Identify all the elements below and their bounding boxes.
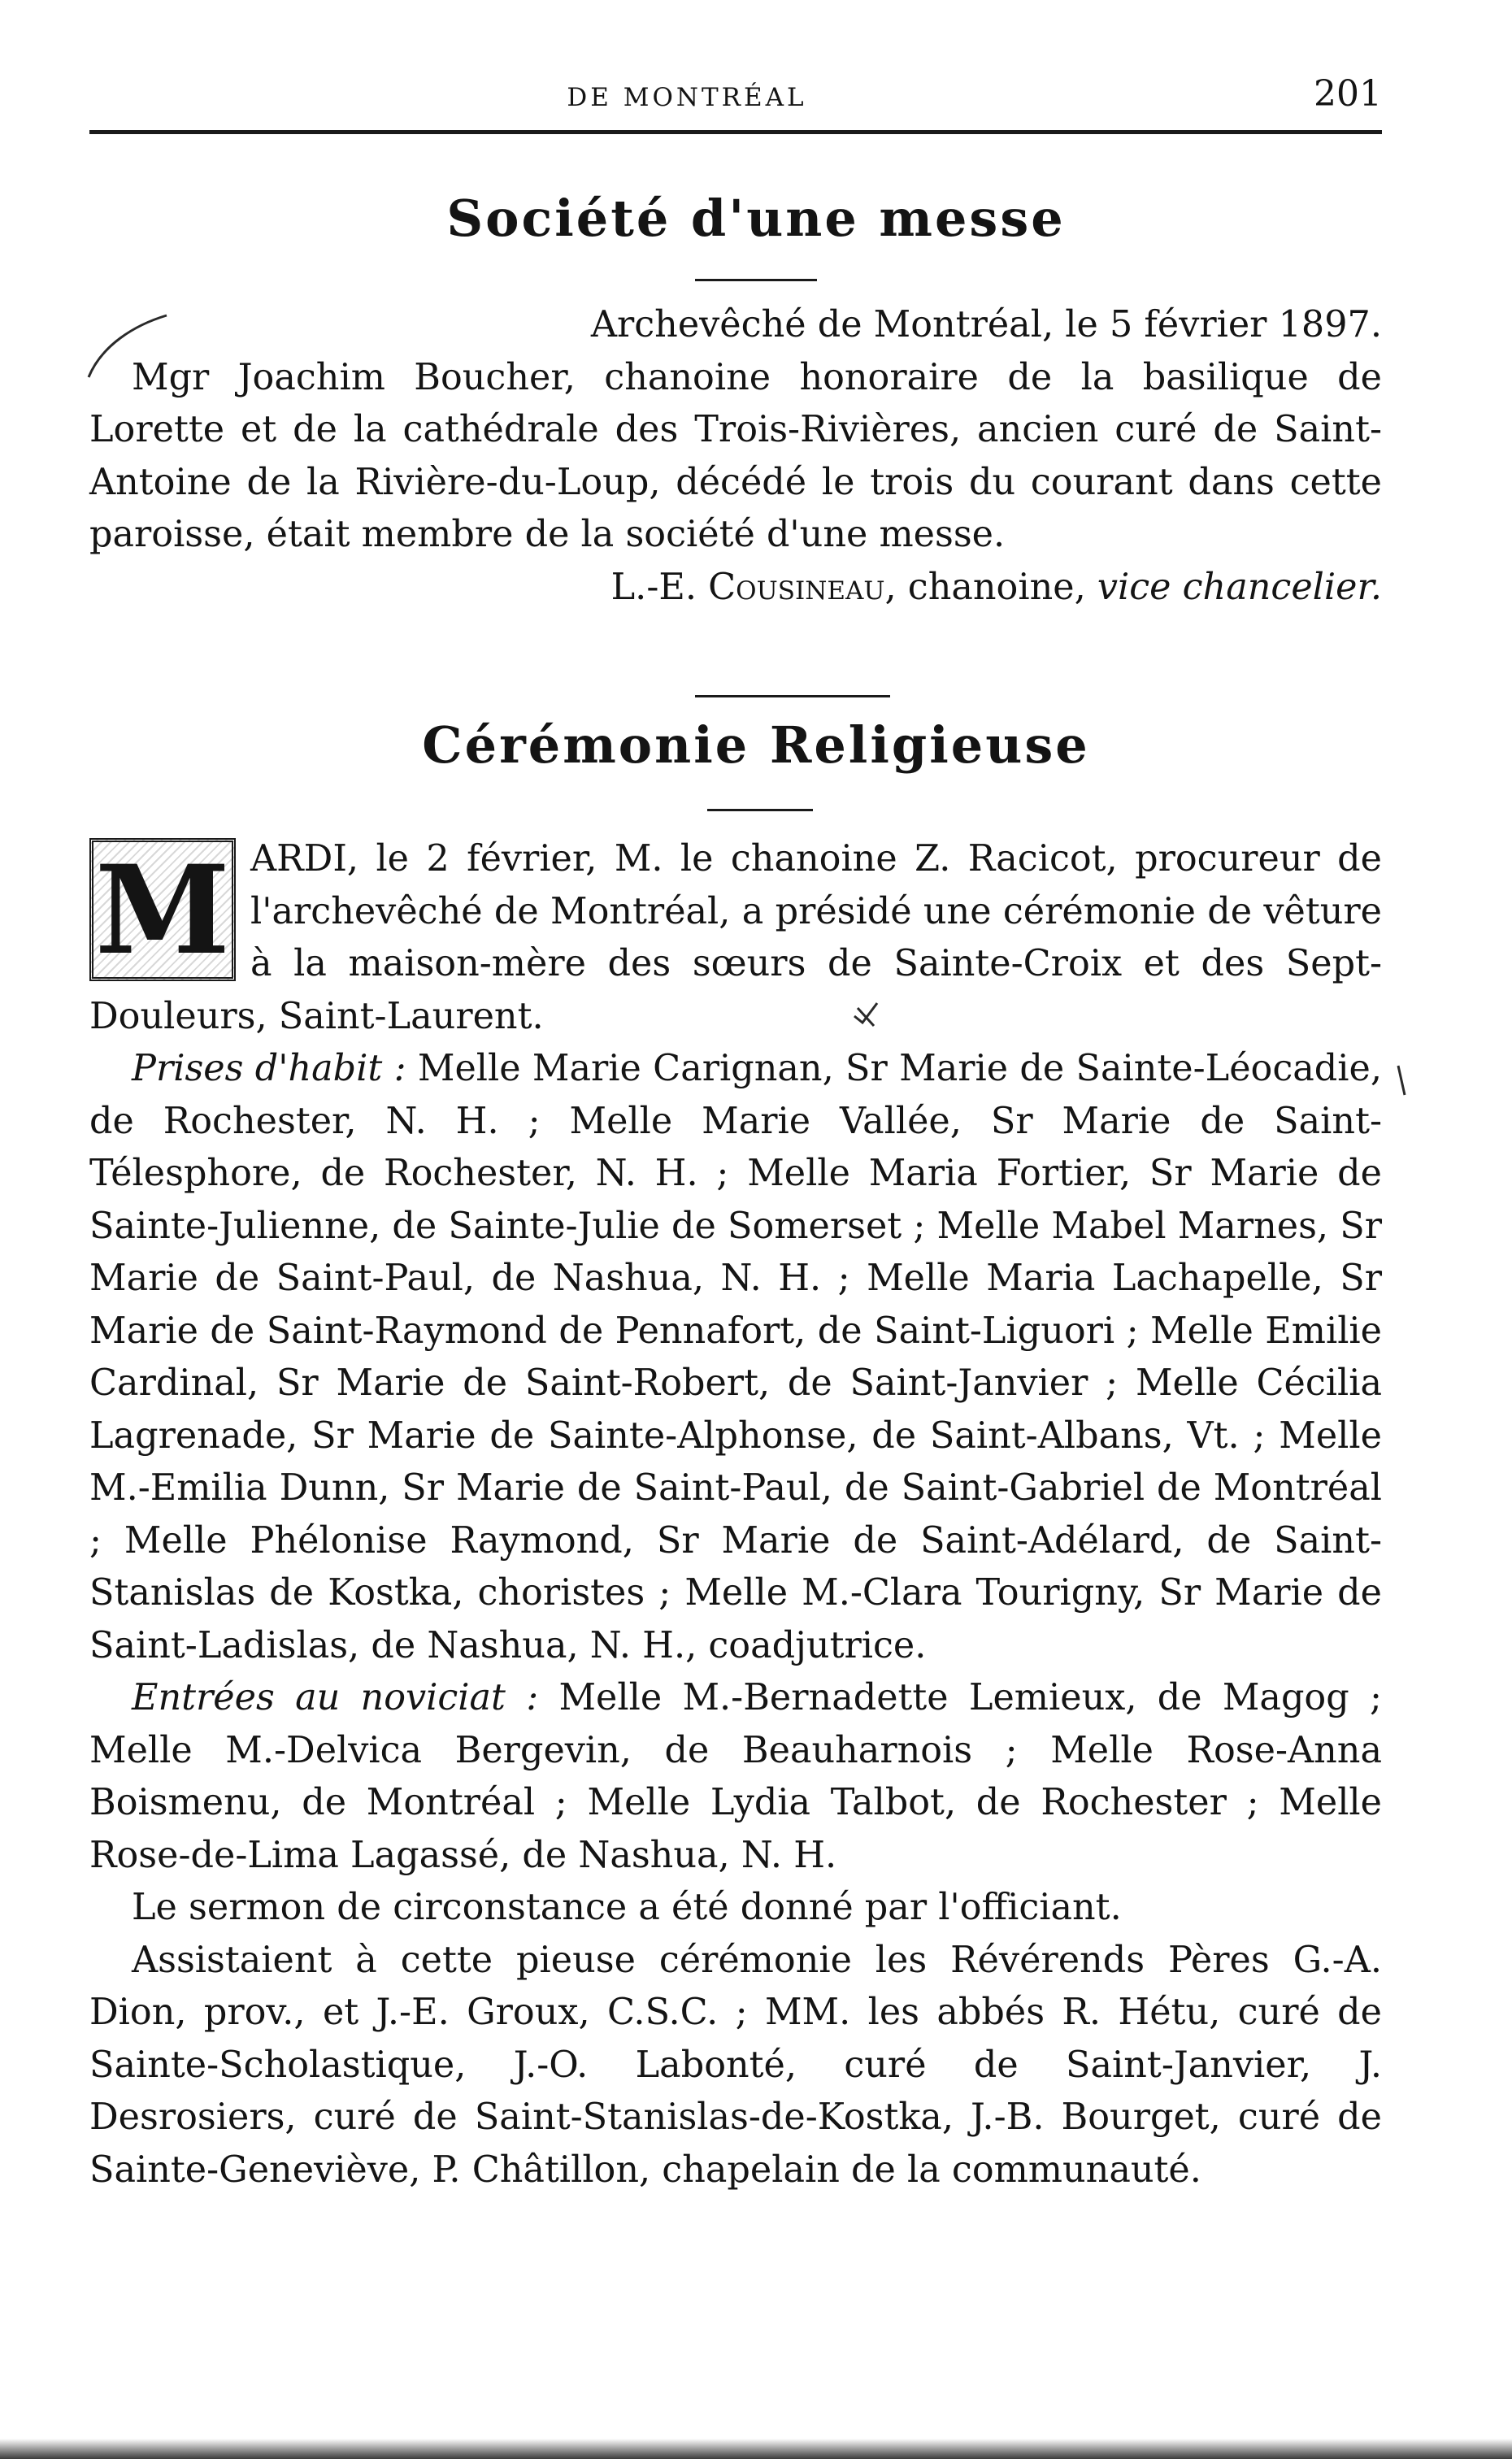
dropcap-letter: M [94, 839, 231, 982]
page-edge-shadow [0, 2439, 1512, 2459]
section-divider [695, 695, 890, 697]
entrees-text: Melle M.-Bernadette Lemieux, de Magog ; Melle M.-Delvica Bergevin, de Beauharnois ; Melle Rose-Anna Boismenu, de Montréal ; Melle Lydia Talbot, de Rochester ; Melle Rose-de-Lima Lagassé, de Nashua, N. H. [89, 1677, 1382, 1876]
entrees-paragraph [89, 1672, 1382, 1882]
entrees-label: Entrées au noviciat : [132, 1677, 539, 1718]
section-title-societe: Société d'une messe [446, 189, 1066, 248]
pencil-tick-icon [849, 998, 882, 1031]
ceremony-intro-paragraph: ARDI, le 2 février, M. le chanoine Z. Racicot, procureur de l'archevêché de Montréal, a présidé une cérémonie de vêture à la maison-mère des sœurs de Sainte-Croix et des Sept-Douleurs, Saint-Laurent. [89, 838, 1382, 1037]
running-head: DE MONTRÉAL [567, 83, 807, 112]
assistants-paragraph: Assistaient à cette pieuse cérémonie les Révérends Pères G.-A. Dion, prov., et J.-E. Groux, C.S.C. ; MM. les abbés R. Hétu, curé de Sainte-Scholastique, J.-O. Labonté, curé de Saint-Janvier, J. Desrosiers, curé de Saint-Stanislas-de-Kostka, J.-B. Bourget, curé de Sainte-Geneviève, P. Châtillon, chapelain de la communauté. [89, 1939, 1382, 2191]
signature-title: , chanoine, [884, 566, 1097, 608]
prises-text: Melle Marie Carignan, Sr Marie de Sainte-Léocadie, de Rochester, N. H. ; Melle Marie Vallée, Sr Marie de Saint-Télesphore, de Rochester, N. H. ; Melle Maria Fortier, Sr Marie de Sainte-Julienne, de Sainte-Julie de Somerset ; Melle Mabel Marnes, Sr Marie de Saint-Paul, de Nashua, N. H. ; Melle Maria Lachapelle, Sr Marie de Saint-Raymond de Pennafort, de Saint-Liguori ; Melle Emilie Cardinal, Sr Marie de Saint-Robert, de Saint-Janvier ; Melle Cécilia Lagrenade, Sr Marie de Sainte-Alphonse, de Saint-Albans, Vt. ; Melle M.-Emilia Dunn, Sr Marie de Saint-Paul, de Saint-Gabriel de Montréal ; Melle Phélonise Raymond, Sr Marie de Saint-Adélard, de Saint-Stanislas de Kostka, choristes ; Melle M.-Clara Tourigny, Sr Marie de Saint-Ladislas, de Nashua, N. H., coadjutrice. [89, 1048, 1383, 1666]
prises-label: Prises d'habit : [132, 1048, 406, 1089]
section-ceremonie-text [89, 833, 1382, 2196]
prises-paragraph [89, 1043, 1382, 1672]
signature-name: L.-E. Cousineau [610, 566, 885, 608]
margin-stroke-icon [1392, 1061, 1416, 1101]
page-number: 201 [1314, 73, 1382, 115]
signature-title-italic: vice chancelier. [1097, 566, 1382, 608]
title-rule-2 [707, 809, 813, 811]
section-title-ceremonie: Cérémonie Religieuse [422, 715, 1090, 775]
section-societe-text [89, 299, 1382, 614]
dropcap-ornament [89, 838, 236, 981]
date-line: Archevêché de Montréal, le 5 février 1897. [590, 304, 1382, 345]
title-rule-1 [695, 279, 817, 281]
page-header [89, 73, 1382, 134]
signature-line [89, 562, 1382, 615]
obituary-paragraph: Mgr Joachim Boucher, chanoine honoraire de la basilique de Lorette et de la cathédrale des Trois-Rivières, ancien curé de Saint-Antoine de la Rivière-du-Loup, décédé le trois du courant dans cette paroisse, était membre de la société d'une messe. [89, 356, 1382, 555]
sermon-paragraph: Le sermon de circonstance a été donné par l'officiant. [132, 1887, 1122, 1928]
